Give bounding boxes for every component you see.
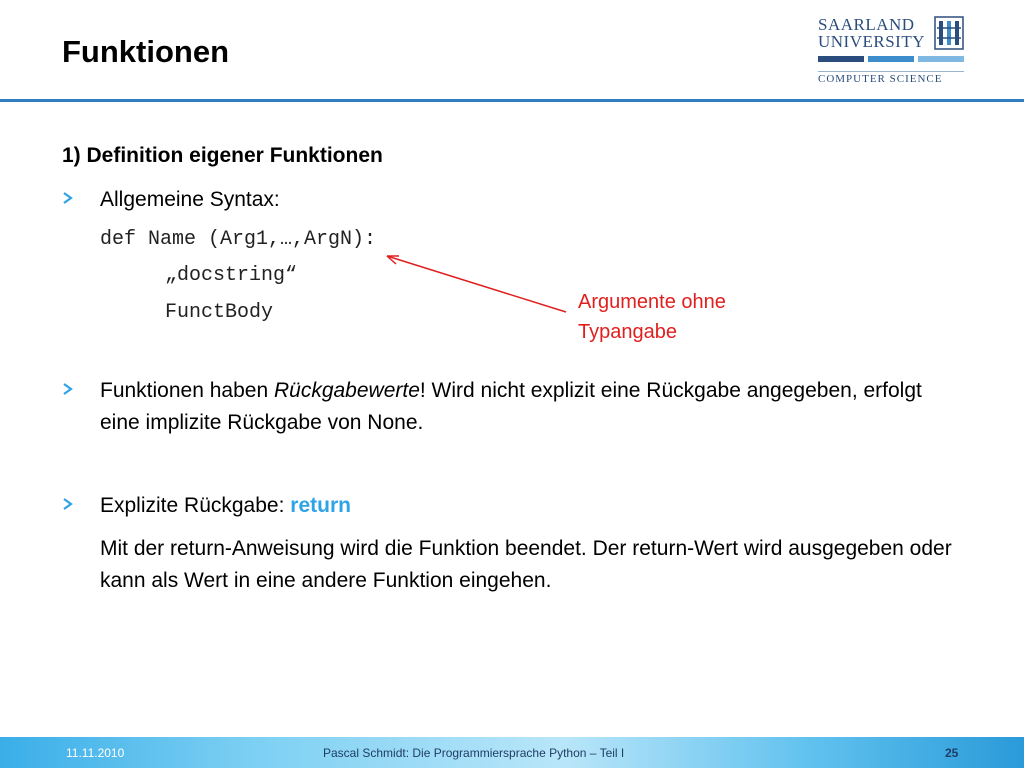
description-text: Mit der return-Anweisung wird die Funktion beendet. Der return-Wert wird ausgegeben oder kann als Wert in eine andere Funktion eingehen. — [100, 537, 952, 592]
bullet-text: Allgemeine Syntax: — [100, 188, 280, 211]
text-italic: Rückgabewerte — [273, 379, 420, 402]
arrow-bullet-icon — [62, 382, 76, 396]
text-normal: Funktionen haben — [100, 379, 274, 402]
text-label: Explizite Rückgabe: — [100, 494, 291, 517]
footer-page-number: 25 — [945, 746, 959, 760]
logo-subtitle: COMPUTER SCIENCE — [818, 73, 943, 85]
annotation-line-1: Argumente ohne — [578, 291, 726, 313]
logo-line-2: UNIVERSITY — [818, 32, 925, 51]
annotation-callout — [578, 287, 726, 347]
code-line-body: FunctBody — [165, 301, 274, 324]
footer-date: 11.11.2010 — [66, 746, 125, 760]
footer-title: Pascal Schmidt: Die Programmiersprache Python – Teil I — [323, 746, 625, 760]
arrow-bullet-icon — [62, 497, 76, 511]
bullet-text — [100, 490, 960, 522]
slide-title: Funktionen — [62, 34, 230, 69]
code-line-docstring: „docstring“ — [165, 264, 298, 287]
code-line-signature: def Name (Arg1,…,ArgN): — [100, 228, 377, 251]
logo-line-1: SAARLAND — [818, 15, 915, 34]
footer-bar — [0, 737, 1024, 768]
return-keyword: return — [290, 494, 351, 517]
annotation-line-2: Typangabe — [578, 321, 677, 343]
bullet-text — [100, 375, 960, 439]
text-normal-2: ! Wird nicht explizit eine Rückgabe angegeben, erfolgt eine implizite Rückgabe von None. — [100, 379, 922, 434]
section-heading: 1) Definition eigener Funktionen — [62, 144, 383, 167]
